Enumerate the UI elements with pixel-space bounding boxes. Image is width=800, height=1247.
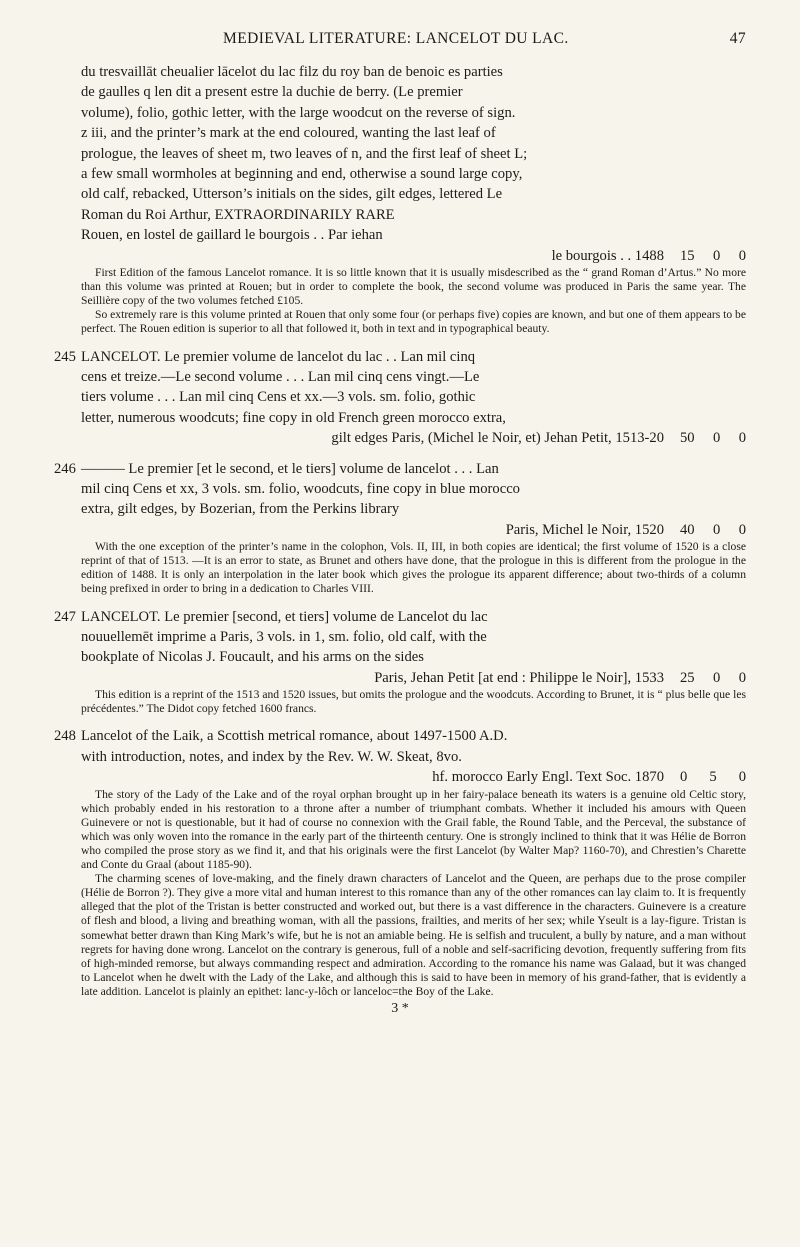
entry-line <box>54 62 746 82</box>
entry-note: The charming scenes of love-making, and the finely drawn characters of Lancelot and the Queen, are perhaps due to the prose compiler (Hélie de Borron ?). They give a more vital and human interest to this romance than any of the other romances can lay claim to. It is frequently alleged that the plot of the Tristan is better constructed and worked out, but there is a vast difference in the characters. Guinevere is a creature of flesh and blood, a living and breathing woman, with all the passions, frailties, and merits of her sex; while Yseult is a lay-figure. Tristan is somewhat better drawn than King Mark’s wife, but he is not an amiable being. He is selfish and truculent, a bully by nature, and a man without regrets for having done wrong. Lancelot on the contrary is generous, full of a noble and self-sacrificing devotion, frequently suffering from fits of high-minded remorse, but always commanding respect and admiration. According to the romance his name was Galaad, but it was changed to Lancelot when he dwelt with the Lady of the Lake, and although this is said to have been in memory of his grand-father, that is evidently a late addition. Lancelot is plainly an epithet: lanc-y-lôch or lanceloc=the Boy of the Lake. <box>81 872 746 998</box>
entry-note: This edition is a reprint of the 1513 and 1520 issues, but omits the prologue and the woodcuts. According to Brunet, it is “ plus belle que les précédentes.” The Didot copy fetched 1600 francs. <box>81 688 746 716</box>
page-number: 47 <box>729 30 746 47</box>
entry-line <box>54 347 746 367</box>
price-part: 0 <box>680 769 688 786</box>
entry-line <box>54 627 746 647</box>
lot-number: 248 <box>54 728 76 745</box>
imprint-line <box>54 668 746 688</box>
price-part: 0 <box>738 521 746 538</box>
entry-line <box>54 747 746 767</box>
entry-text: Roman du Roi Arthur, EXTRAORDINARILY RARE <box>81 206 395 223</box>
entry-text: with introduction, notes, and index by the Rev. W. W. Skeat, 8vo. <box>81 748 462 765</box>
entry-line <box>54 144 746 164</box>
imprint-line <box>54 428 746 448</box>
price-part: 0 <box>713 669 721 686</box>
price-part: 0 <box>713 521 721 538</box>
entry-line <box>54 103 746 123</box>
entry-line <box>54 459 746 479</box>
entry-text: extra, gilt edges, by Bozerian, from the Perkins library <box>81 501 400 518</box>
entry-text: ——— Le premier [et le second, et le tiers] volume de lancelot . . . Lan <box>81 460 499 477</box>
price-part: 0 <box>738 769 746 786</box>
lot-number: 247 <box>54 608 76 625</box>
catalogue-entry-245 <box>54 347 746 449</box>
imprint: le bourgois . . 1488 <box>551 247 664 264</box>
entry-text: old calf, rebacked, Utterson’s initials on the sides, gilt edges, lettered Le <box>81 186 503 203</box>
entry-gap <box>54 716 746 726</box>
entry-line <box>54 82 746 102</box>
imprint: Paris, Jehan Petit [at end : Philippe le Noir], 1533 <box>374 669 664 686</box>
lot-number: 246 <box>54 460 76 477</box>
price-part: 0 <box>713 430 721 447</box>
entry-line <box>54 123 746 143</box>
entry-line <box>54 499 746 519</box>
entry-line <box>54 479 746 499</box>
catalogue-entries <box>54 62 746 999</box>
price <box>680 246 746 266</box>
entry-text: tiers volume . . . Lan mil cinq Cens et xx.—3 vols. sm. folio, gothic <box>81 389 476 406</box>
entry-line <box>54 367 746 387</box>
entry-line <box>54 387 746 407</box>
entry-line <box>54 647 746 667</box>
entry-text: LANCELOT. Le premier volume de lancelot du lac . . Lan mil cinq <box>81 348 476 365</box>
price <box>680 428 746 448</box>
entry-text: Lancelot of the Laik, a Scottish metrical romance, about 1497-1500 A.D. <box>81 728 508 745</box>
entry-line <box>54 164 746 184</box>
price <box>680 668 746 688</box>
entry-text: Rouen, en lostel de gaillard le bourgois . . Par iehan <box>81 227 383 244</box>
entry-note: First Edition of the famous Lancelot romance. It is so little known that it is usually misdescribed as the “ grand Roman d’Artus.” No more than this volume was printed at Rouen; but in order to complete the book, the second volume was produced in Paris the same year. The Seillière copy of the two volumes fetched £105. <box>81 266 746 308</box>
entry-line <box>54 184 746 204</box>
price-part: 5 <box>709 769 717 786</box>
entry-text: mil cinq Cens et xx, 3 vols. sm. folio, woodcuts, fine copy in blue morocco <box>81 480 520 497</box>
entry-gap <box>54 337 746 347</box>
imprint-line <box>54 520 746 540</box>
entry-gap <box>54 597 746 607</box>
entry-text: z iii, and the printer’s mark at the end coloured, wanting the last leaf of <box>81 125 496 142</box>
imprint: gilt edges Paris, (Michel le Noir, et) Jehan Petit, 1513-20 <box>331 430 664 447</box>
entry-text: volume), folio, gothic letter, with the large woodcut on the reverse of sign. <box>81 104 516 121</box>
lot-number: 245 <box>54 348 76 365</box>
price-part: 40 <box>680 521 695 538</box>
catalogue-entry-246 <box>54 459 746 597</box>
imprint: Paris, Michel le Noir, 1520 <box>505 521 664 538</box>
price-part: 50 <box>680 430 695 447</box>
page-title: MEDIEVAL LITERATURE: LANCELOT DU LAC. <box>223 30 569 47</box>
entry-line <box>54 408 746 428</box>
price <box>680 520 746 540</box>
entry-text: du tresvaillāt cheualier lācelot du lac filz du roy ban de benoic es parties <box>81 64 503 80</box>
price-part: 0 <box>738 669 746 686</box>
entry-text: prologue, the leaves of sheet m, two leaves of n, and the first leaf of sheet L; <box>81 145 528 162</box>
signature-mark: 3 * <box>391 1001 409 1016</box>
entry-note: The story of the Lady of the Lake and of the royal orphan brought up in her fairy-palace beneath its waters is a genuine old Celtic story, which probably ended in his restoration to a throne after a number of triumphant combats. Whether it included his amours with Queen Guinevere or not is questionable, but it had of course no connexion with the Grail fable, the Round Table, and the Perceval, the substance of which was only woven into the romance in the early part of the thirteenth century. One is strongly inclined to think that it was Hélie de Borron who compiled the prose story as we find it, and that his originals were the first Lancelot (by Walter Map? 1160-70), and Chrestien’s Charette and Conte du Graal (about 1185-90). <box>81 787 746 872</box>
catalogue-entry-cont <box>54 62 746 337</box>
imprint-line <box>54 246 746 266</box>
entry-note: With the one exception of the printer’s name in the colophon, Vols. II, III, in both copies are identical; the first volume of 1520 is a close reprint of that of 1513. —It is an error to state, as Brunet and others have done, that the prologue in this is different from the prologue in the edition of 1488. It is only an interpolation in the later book which gives the prologue its apparent difference; about two-thirds of a column being prefixed in order to bring in a dedication to Charles VIII. <box>81 540 746 596</box>
entry-note: So extremely rare is this volume printed at Rouen that only some four (or perhaps five) copies are known, and but one of them appears to be perfect. The Rouen edition is superior to all that followed it, both in text and in typographical beauty. <box>81 308 746 336</box>
entry-text: bookplate of Nicolas J. Foucault, and his arms on the sides <box>81 649 424 666</box>
entry-gap <box>54 449 746 459</box>
entry-text: de gaulles q len dit a present estre la duchie de berry. (Le premier <box>81 84 463 101</box>
entry-text: cens et treize.—Le second volume . . . Lan mil cinq cens vingt.—Le <box>81 368 480 385</box>
price-part: 25 <box>680 669 695 686</box>
price-part: 0 <box>713 247 721 264</box>
entry-line <box>54 607 746 627</box>
catalogue-entry-247 <box>54 607 746 717</box>
entry-text: letter, numerous woodcuts; fine copy in old French green morocco extra, <box>81 409 506 426</box>
catalogue-entry-248 <box>54 726 746 999</box>
price-part: 0 <box>738 430 746 447</box>
entry-text: a few small wormholes at beginning and end, otherwise a sound large copy, <box>81 166 523 183</box>
running-head <box>66 30 746 48</box>
entry-line <box>54 225 746 245</box>
price-part: 0 <box>738 247 746 264</box>
entry-line <box>54 726 746 746</box>
imprint-line <box>54 767 746 787</box>
entry-line <box>54 205 746 225</box>
entry-text: LANCELOT. Le premier [second, et tiers] volume de Lancelot du lac <box>81 608 488 625</box>
price <box>680 767 746 787</box>
price-part: 15 <box>680 247 695 264</box>
imprint: hf. morocco Early Engl. Text Soc. 1870 <box>432 769 664 786</box>
entry-text: nouuellemēt imprime a Paris, 3 vols. in 1, sm. folio, old calf, with the <box>81 628 487 645</box>
